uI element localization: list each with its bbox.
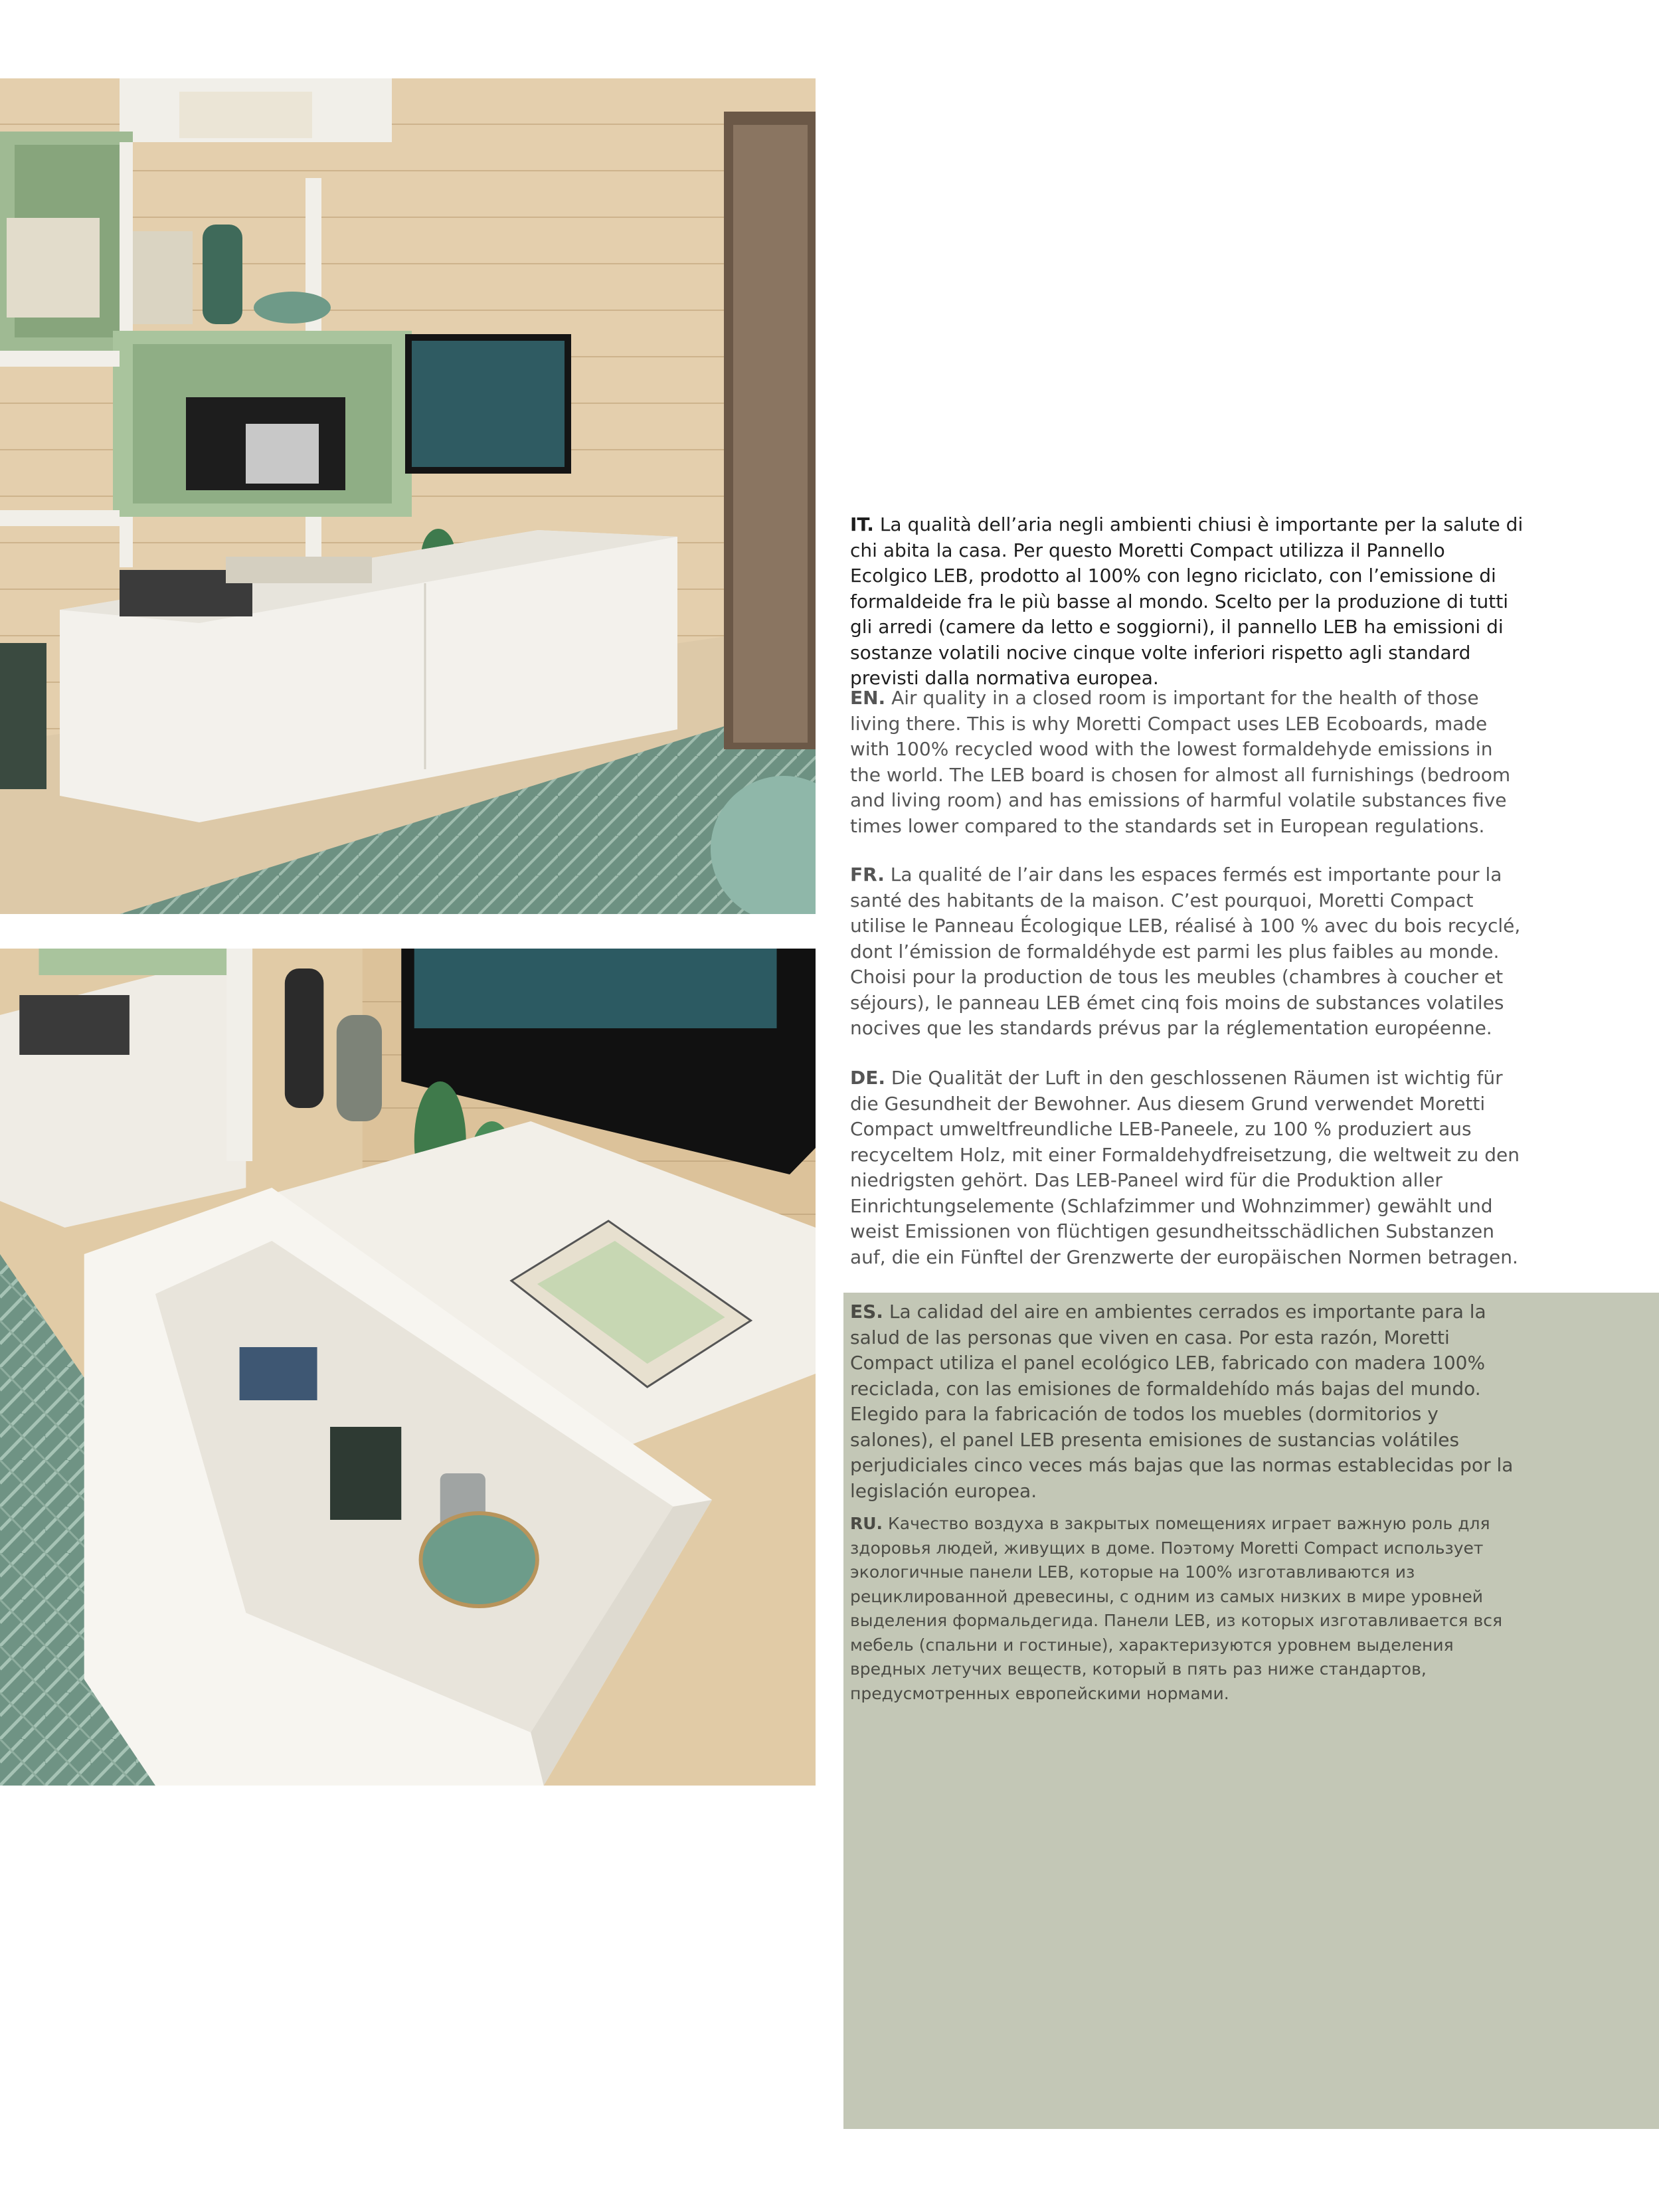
living-room-photo bbox=[0, 78, 816, 914]
living-room-illustration bbox=[0, 78, 816, 914]
paragraph-es: La calidad del aire en ambientes cerrados es importante para la salud de las personas que viven en casa. Por esta razón, Moretti Compact utiliza el panel ecológico LEB, fabricado con madera 100% reciclada, con las emisiones de formaldehído más bajas del mundo. Elegido para la fabricación de todos los muebles (dormitorios y salones), el panel LEB presenta emisiones de sustancias volátiles perjudiciales cinco veces más bajas que las normas establecidas por la legislación europea. bbox=[850, 1301, 1514, 1502]
paragraph-en: Air quality in a closed room is important for the health of those living there. This is why Moretti Compact uses LEB Ecoboards, made with 100% recycled wood with the lowest formaldehyde emissions in the world. The LEB board is chosen for almost all furnishings (bedroom and living room) and has emissions of harmful volatile substances five times lower compared to the standards set in European regulations. bbox=[850, 687, 1511, 837]
paragraph-it: La qualità dell’aria negli ambienti chiusi è importante per la salute di chi abita la casa. Per questo Moretti Compact utilizza il Pannello Ecolgico LEB, prodotto al 100% con legno riciclato, con l’emissione di formaldeide fra le più basse al mondo. Scelto per la produzione di tutti gli arredi (camere da letto e soggiorni), il pannello LEB ha emissioni di sostanze volatili nocive cinque volte inferiori rispetto agli standard previsti dalla normativa europea. bbox=[850, 513, 1524, 689]
text-block-it bbox=[850, 512, 1528, 691]
language-code-es: ES. bbox=[850, 1301, 883, 1323]
text-block-es bbox=[850, 1299, 1528, 1504]
text-block-fr bbox=[850, 862, 1528, 1042]
text-block-de bbox=[850, 1065, 1528, 1270]
paragraph-fr: La qualité de l’air dans les espaces fermés est importante pour la santé des habitants de la maison. C’est pourquoi, Moretti Compact utilise le Panneau Écologique LEB, réalisé à 100 % avec du bois recyclé, dont l’émission de formaldéhyde est parmi les plus faibles au monde. Choisi pour la production de tous les meubles (chambres à coucher et séjours), le panneau LEB émet cinq fois moins de substances volatiles nocives que les standards prévus par la réglementation européenne. bbox=[850, 864, 1521, 1039]
language-code-de: DE. bbox=[850, 1067, 886, 1089]
paragraph-de: Die Qualität der Luft in den geschlossenen Räumen ist wichtig für die Gesundheit der Bewohner. Aus diesem Grund verwendet Moretti Compact umweltfreundliche LEB-Paneele, zu 100 % produziert aus recyceltem Holz, mit einer Formaldehydfreisetzung, die weltweit zu den niedrigsten gehört. Das LEB-Paneel wird für die Produktion aller Einrichtungselemente (Schlafzimmer und Wohnzimmer) gewählt und weist Emissionen von flüchtigen gesundheitsschädlichen Substanzen auf, die ein Fünftel der Grenzwerte der europäischen Normen betragen. bbox=[850, 1067, 1520, 1268]
text-block-ru bbox=[850, 1512, 1528, 1706]
paragraph-ru: Качество воздуха в закрытых помещениях играет важную роль для здоровья людей, живущих в доме. Поэтому Moretti Compact использует экологичные панели LEB, которые на 100% изготавливаются из рециклированной древесины, с одним из самых низких в мире уровней выделения формальдегида. Панели LEB, из которых изготавливается вся мебель (спальни и гостиные), характеризуются уровнем выделения вредных летучих веществ, который в пять раз ниже стандартов, предусмотренных европейскими нормами. bbox=[850, 1514, 1502, 1703]
tv-unit-drawer-photo bbox=[0, 949, 816, 1786]
tv-unit-illustration bbox=[0, 949, 816, 1786]
language-code-it: IT. bbox=[850, 513, 874, 535]
language-code-ru: RU. bbox=[850, 1514, 883, 1533]
language-code-fr: FR. bbox=[850, 864, 885, 885]
text-block-en bbox=[850, 686, 1528, 839]
language-code-en: EN. bbox=[850, 687, 886, 709]
